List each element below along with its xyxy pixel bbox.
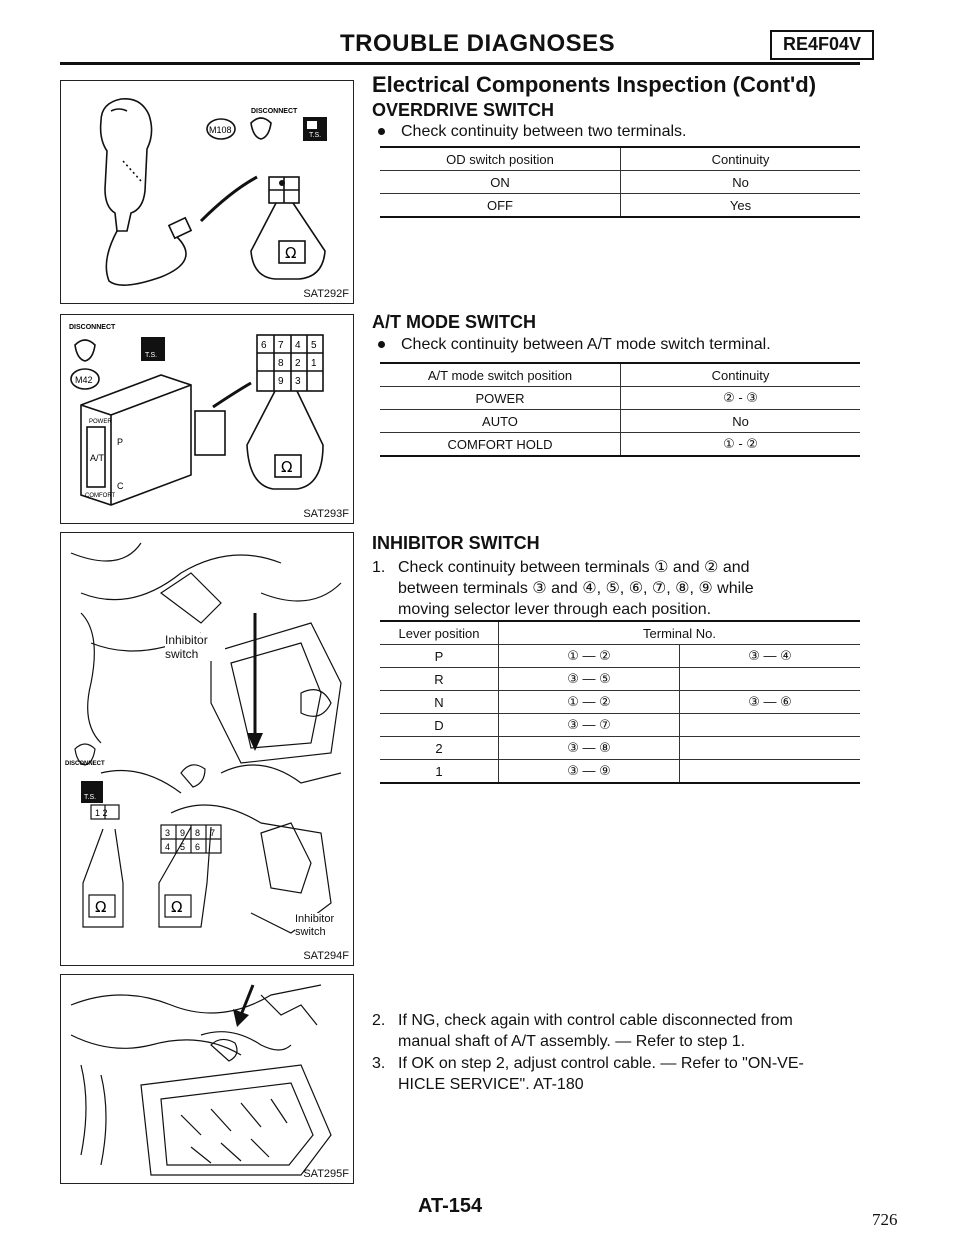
figure-code: SAT292F	[303, 288, 349, 300]
table-row	[380, 171, 860, 194]
table-row	[380, 433, 860, 457]
table-cell: OFF	[380, 194, 621, 218]
ts-label: T.S.	[145, 352, 158, 359]
table-header: Continuity	[621, 363, 861, 387]
step-line: manual shaft of A/T assembly. — Refer to step 1.	[398, 1033, 746, 1050]
pin-label: 3	[165, 828, 171, 838]
table-cell: ① — ②	[499, 691, 680, 714]
table-row	[380, 668, 860, 691]
table-cell	[680, 737, 861, 760]
pin-label: 7	[278, 340, 284, 351]
table-cell: D	[380, 714, 499, 737]
table-row	[380, 760, 860, 784]
pin-dot	[279, 180, 285, 186]
disconnect-label: DISCONNECT	[65, 761, 105, 767]
atmode-bullet-text: Check continuity between A/T mode switch terminal.	[401, 336, 771, 353]
switch-label-comfort: COMFORT	[85, 493, 116, 499]
table-cell: No	[621, 410, 861, 433]
table-cell: ON	[380, 171, 621, 194]
table-cell: POWER	[380, 387, 621, 410]
figure-control-cable	[60, 974, 354, 1184]
inhibitor-step-2	[398, 1010, 860, 1052]
pin-label: 5	[180, 842, 186, 852]
table-cell: N	[380, 691, 499, 714]
table-row	[380, 621, 860, 645]
overdrive-bullet-text: Check continuity between two terminals.	[401, 123, 687, 140]
atmode-switch-illustration	[61, 315, 353, 523]
inhibitor-step-1	[398, 557, 860, 620]
pin-label: 3	[295, 376, 301, 387]
overdrive-title: OVERDRIVE SWITCH	[372, 100, 555, 120]
pin-label: 9	[278, 376, 284, 387]
table-header: OD switch position	[380, 147, 621, 171]
figure-atmode-switch	[60, 314, 354, 524]
control-cable-illustration	[61, 975, 353, 1183]
step-line: Check continuity between terminals ① and ② and	[398, 559, 750, 576]
disconnect-label: DISCONNECT	[251, 108, 298, 115]
figure-code: SAT295F	[303, 1168, 349, 1180]
switch-label-c: C	[117, 481, 124, 491]
table-cell: ③ — ④	[680, 645, 861, 668]
ohmmeter-symbol: Ω	[281, 458, 293, 476]
table-cell: ③ — ⑥	[680, 691, 861, 714]
table-cell: R	[380, 668, 499, 691]
page-header-title: TROUBLE DIAGNOSES	[340, 30, 616, 57]
bullet-dot	[378, 128, 385, 135]
atmode-bullet	[378, 336, 771, 354]
bullet-dot	[378, 341, 385, 348]
table-header: Continuity	[621, 147, 861, 171]
pin-label: 1	[311, 358, 317, 369]
inhibitor-table	[380, 620, 860, 784]
table-cell: ③ — ⑧	[499, 737, 680, 760]
switch-label-power: POWER	[89, 419, 112, 425]
pin-label: 6	[195, 842, 201, 852]
table-cell: ③ — ⑦	[499, 714, 680, 737]
switch-label-at: A/T	[90, 453, 105, 463]
table-cell: ① - ②	[621, 433, 861, 457]
pin-label: 2	[295, 358, 301, 369]
ohmmeter-symbol: Ω	[95, 898, 107, 916]
pin-label: 8	[278, 358, 284, 369]
callout-inhibitor-switch-bottom: Inhibitor switch	[295, 913, 347, 939]
step-line: HICLE SERVICE". AT-180	[398, 1076, 584, 1093]
table-cell: P	[380, 645, 499, 668]
step-line: between terminals ③ and ④, ⑤, ⑥, ⑦, ⑧, ⑨ while	[398, 580, 754, 597]
inhibitor-step-2-num: 2.	[372, 1012, 386, 1029]
table-row	[380, 363, 860, 387]
figure-code: SAT294F	[303, 950, 349, 962]
model-tag: RE4F04V	[770, 30, 874, 60]
table-cell: Yes	[621, 194, 861, 218]
ohmmeter-symbol: Ω	[171, 898, 183, 916]
ts-label: T.S.	[84, 794, 97, 801]
page-number: 726	[872, 1210, 898, 1229]
atmode-title: A/T MODE SWITCH	[372, 312, 536, 332]
table-row	[380, 714, 860, 737]
table-row	[380, 645, 860, 668]
inhibitor-switch-illustration	[61, 533, 353, 965]
inhibitor-title: INHIBITOR SWITCH	[372, 533, 540, 553]
table-header: Terminal No.	[499, 621, 861, 645]
section-title: Electrical Components Inspection (Cont'd)	[372, 72, 817, 97]
table-header: A/T mode switch position	[380, 363, 621, 387]
table-cell: ③ — ⑤	[499, 668, 680, 691]
connector-label: M108	[209, 125, 232, 135]
table-cell: ② - ③	[621, 387, 861, 410]
pin-label: 4	[295, 340, 301, 351]
table-cell	[680, 668, 861, 691]
table-row	[380, 387, 860, 410]
pin-label: 9	[180, 828, 186, 838]
figure-code: SAT293F	[303, 508, 349, 520]
table-cell	[680, 714, 861, 737]
figure-inhibitor-switch	[60, 532, 354, 966]
table-row	[380, 737, 860, 760]
step-line: If NG, check again with control cable disconnected from	[398, 1012, 793, 1029]
section-page-number: AT-154	[418, 1195, 483, 1217]
table-cell: 2	[380, 737, 499, 760]
inhibitor-step-1-num: 1.	[372, 559, 386, 576]
table-cell	[680, 760, 861, 784]
table-cell: COMFORT HOLD	[380, 433, 621, 457]
disconnect-label: DISCONNECT	[69, 324, 116, 331]
callout-inhibitor-switch-top: Inhibitor switch	[165, 633, 225, 661]
pin-label: 4	[165, 842, 171, 852]
table-cell: No	[621, 171, 861, 194]
ts-icon-inner	[307, 121, 317, 129]
table-row	[380, 147, 860, 171]
pin-label: 8	[195, 828, 201, 838]
header-rule	[60, 62, 860, 65]
table-cell: ① — ②	[499, 645, 680, 668]
table-cell: 1	[380, 760, 499, 784]
atmode-table	[380, 362, 860, 457]
step-line: moving selector lever through each position.	[398, 601, 712, 618]
table-row	[380, 691, 860, 714]
inhibitor-step-3	[398, 1053, 860, 1095]
connector-label: M42	[75, 375, 93, 385]
step-line: If OK on step 2, adjust control cable. — Refer to "ON-VE-	[398, 1055, 804, 1072]
table-header: Lever position	[380, 621, 499, 645]
ohmmeter-symbol: Ω	[285, 244, 297, 262]
overdrive-bullet	[378, 123, 686, 141]
pin-label: 6	[261, 340, 267, 351]
ts-label: T.S.	[309, 132, 322, 139]
pin-label: 5	[311, 340, 317, 351]
table-row	[380, 410, 860, 433]
table-cell: ③ — ⑨	[499, 760, 680, 784]
overdrive-table	[380, 146, 860, 218]
table-cell: AUTO	[380, 410, 621, 433]
inhibitor-step-3-num: 3.	[372, 1055, 386, 1072]
table-row	[380, 194, 860, 218]
overdrive-switch-illustration	[61, 81, 353, 303]
figure-overdrive-switch	[60, 80, 354, 304]
pin-label: 1 2	[95, 808, 108, 818]
pin-label: 7	[210, 828, 216, 838]
arrow-shaft	[241, 985, 253, 1015]
switch-label-p: P	[117, 437, 124, 447]
